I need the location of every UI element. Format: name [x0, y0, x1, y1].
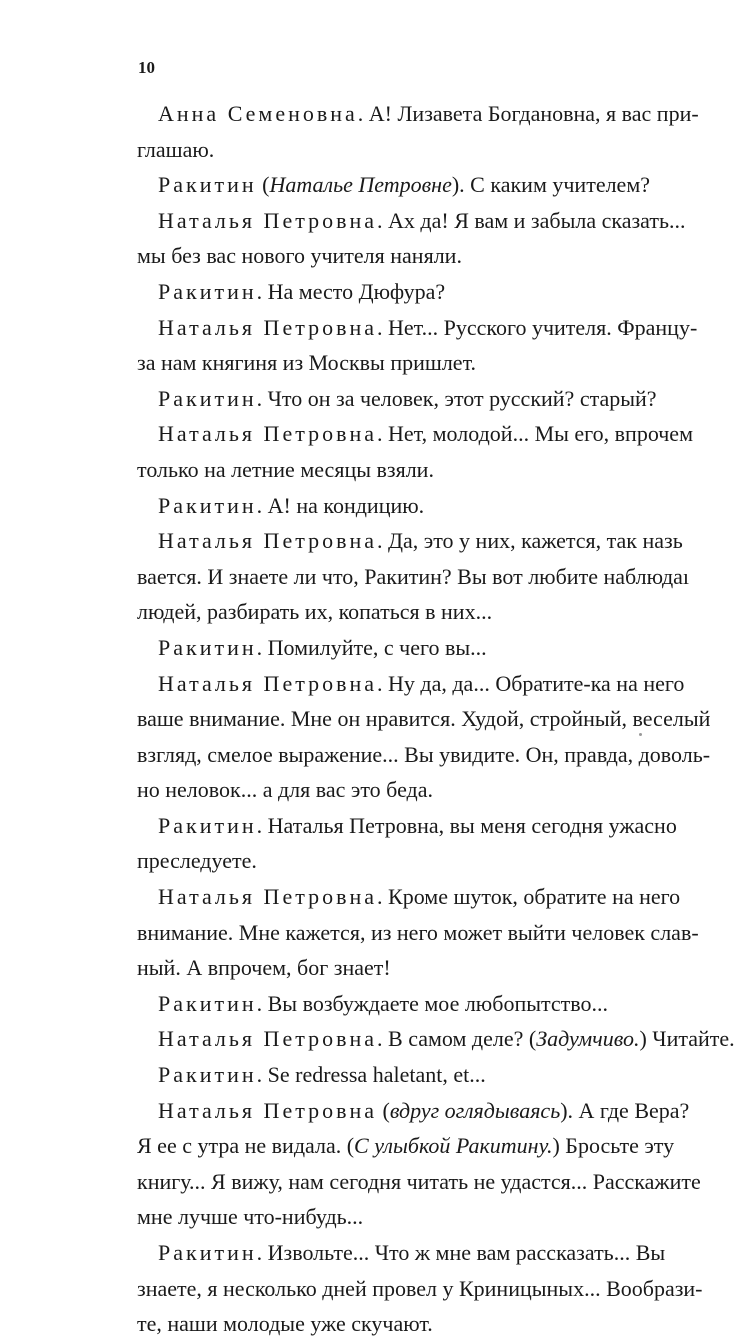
- line-text: ) Читайте.: [639, 1026, 735, 1052]
- line-text: ). С каким учителем?: [451, 172, 651, 198]
- line-text: . Кроме шуток, обратите на него: [377, 884, 681, 910]
- text-line: [137, 345, 627, 381]
- line-text: . Извольте... Что ж мне вам рассказать... Вы: [256, 1240, 666, 1265]
- line-text: . Ах да! Я вам и забыла сказать...: [377, 207, 686, 233]
- speaker-name: Ракитин: [158, 990, 257, 1016]
- play-text: [137, 96, 735, 1342]
- speaker-name: Ракитин: [158, 385, 257, 411]
- text-line: [137, 238, 627, 274]
- line-text: Я ее с утра не видала. (: [137, 1133, 355, 1159]
- text-line: [137, 843, 627, 879]
- speaker-name: Наталья Петровна: [158, 528, 378, 554]
- text-line: [137, 167, 651, 203]
- text-line: [137, 594, 627, 630]
- line-text: ный. А впрочем, бог знает!: [137, 955, 391, 981]
- text-line: [137, 488, 627, 524]
- stage-direction: Наталье Петровне: [269, 172, 452, 198]
- text-line: [137, 986, 627, 1022]
- text-line: [137, 203, 686, 239]
- line-text: знаете, я несколько дней провел у Криницыных... Вообрази-: [137, 1275, 703, 1301]
- text-line: [137, 1128, 675, 1164]
- text-line: [137, 416, 693, 452]
- line-text: взгляд, смелое выражение... Вы увидите. Он, правда, доволь-: [137, 741, 711, 767]
- stage-direction: вдруг оглядываясь: [389, 1097, 561, 1123]
- line-text: ваше внимание. Мне он нравится. Худой, стройный, веселый: [137, 706, 711, 732]
- line-text: . Нет, молодой... Мы его, впрочем: [377, 421, 693, 447]
- speaker-name: Наталья Петровна: [158, 670, 378, 696]
- print-speck: [639, 733, 642, 736]
- speaker-name: Ракитин: [158, 278, 257, 304]
- speaker-name: Анна Семеновна: [158, 101, 358, 126]
- speaker-name: Ракитин: [158, 1062, 257, 1088]
- stage-direction: Задумчиво.: [536, 1026, 640, 1052]
- text-line: [137, 96, 699, 132]
- line-text: . Вы возбуждаете мое любопытство...: [256, 990, 608, 1016]
- text-line: [137, 1021, 735, 1057]
- speaker-name: Наталья Петровна: [158, 314, 378, 340]
- line-text: . Что он за человек, этот русский? старый?: [256, 385, 657, 411]
- stage-direction: С улыбкой Ракитину.: [354, 1133, 553, 1159]
- line-text: . Помилуйте, с чего вы...: [256, 634, 487, 660]
- line-text: . На место Дюфура?: [256, 278, 446, 304]
- text-line: [137, 630, 627, 666]
- text-line: [137, 132, 627, 168]
- line-text: мне лучше что-нибудь...: [137, 1204, 364, 1230]
- text-line: [137, 808, 677, 844]
- line-text: но неловок... а для вас это беда.: [137, 777, 434, 803]
- line-text: внимание. Мне кажется, из него может выйти человек слав-: [137, 919, 699, 945]
- line-text: . В самом деле? (: [377, 1026, 537, 1052]
- text-line: [137, 772, 627, 808]
- line-text: людей, разбирать их, копаться в них...: [137, 599, 493, 625]
- speaker-name: Наталья Петровна: [158, 421, 378, 447]
- line-text: . Ну да, да... Обратите-ка на него: [377, 670, 685, 696]
- line-text: . А! на кондицию.: [256, 492, 425, 518]
- text-line: [137, 381, 657, 417]
- speaker-name: Наталья Петровна: [158, 207, 378, 233]
- page-number: 10: [138, 58, 155, 77]
- line-text: (: [256, 172, 270, 198]
- text-line: [137, 701, 711, 737]
- text-line: [137, 1057, 627, 1093]
- speaker-name: Наталья Петровна: [158, 1097, 378, 1123]
- line-text: мы без вас нового учителя наняли.: [137, 243, 462, 269]
- speaker-name: Наталья Петровна: [158, 884, 378, 910]
- line-text: ). А где Вера?: [560, 1097, 690, 1123]
- line-text: глашаю.: [137, 136, 215, 162]
- text-line: [137, 950, 627, 986]
- text-line: [137, 1164, 701, 1200]
- line-text: . Se redressa haletant, et...: [256, 1062, 486, 1088]
- text-line: [137, 310, 698, 346]
- text-line: [137, 1271, 703, 1307]
- line-text: книгу... Я вижу, нам сегодня читать не удастся... Расскажите: [137, 1168, 701, 1194]
- line-text: . Наталья Петровна, вы меня сегодня ужасно: [256, 812, 677, 838]
- text-line: [137, 559, 690, 595]
- text-line: [137, 1306, 627, 1342]
- line-text: ) Бросьте эту: [552, 1133, 675, 1159]
- text-line: [137, 523, 683, 559]
- text-line: [137, 915, 699, 951]
- speaker-name: Ракитин: [158, 1240, 257, 1265]
- text-line: [137, 879, 681, 915]
- text-line: [137, 1199, 627, 1235]
- speaker-name: Ракитин: [158, 812, 257, 838]
- line-text: преследуете.: [137, 848, 257, 874]
- text-line: [137, 1093, 690, 1129]
- text-line: [137, 666, 685, 702]
- line-text: . А! Лизавета Богдановна, я вас при-: [357, 101, 699, 126]
- text-line: [137, 274, 627, 310]
- text-line: [137, 452, 627, 488]
- line-text: за нам княгиня из Москвы пришлет.: [137, 350, 477, 376]
- speaker-name: Наталья Петровна: [158, 1026, 378, 1052]
- line-text: только на летние месяцы взяли.: [137, 456, 434, 482]
- speaker-name: Ракитин: [158, 634, 257, 660]
- text-line: [137, 737, 711, 773]
- speaker-name: Ракитин: [158, 172, 257, 198]
- line-text: . Да, это у них, кажется, так назь: [377, 528, 683, 554]
- line-text: . Нет... Русского учителя. Францу-: [377, 314, 698, 340]
- text-line: [137, 1235, 666, 1271]
- line-text: вается. И знаете ли что, Ракитин? Вы вот любите наблюдаı: [137, 563, 690, 589]
- line-text: те, наши молодые уже скучают.: [137, 1311, 433, 1337]
- line-text: (: [377, 1097, 390, 1123]
- speaker-name: Ракитин: [158, 492, 257, 518]
